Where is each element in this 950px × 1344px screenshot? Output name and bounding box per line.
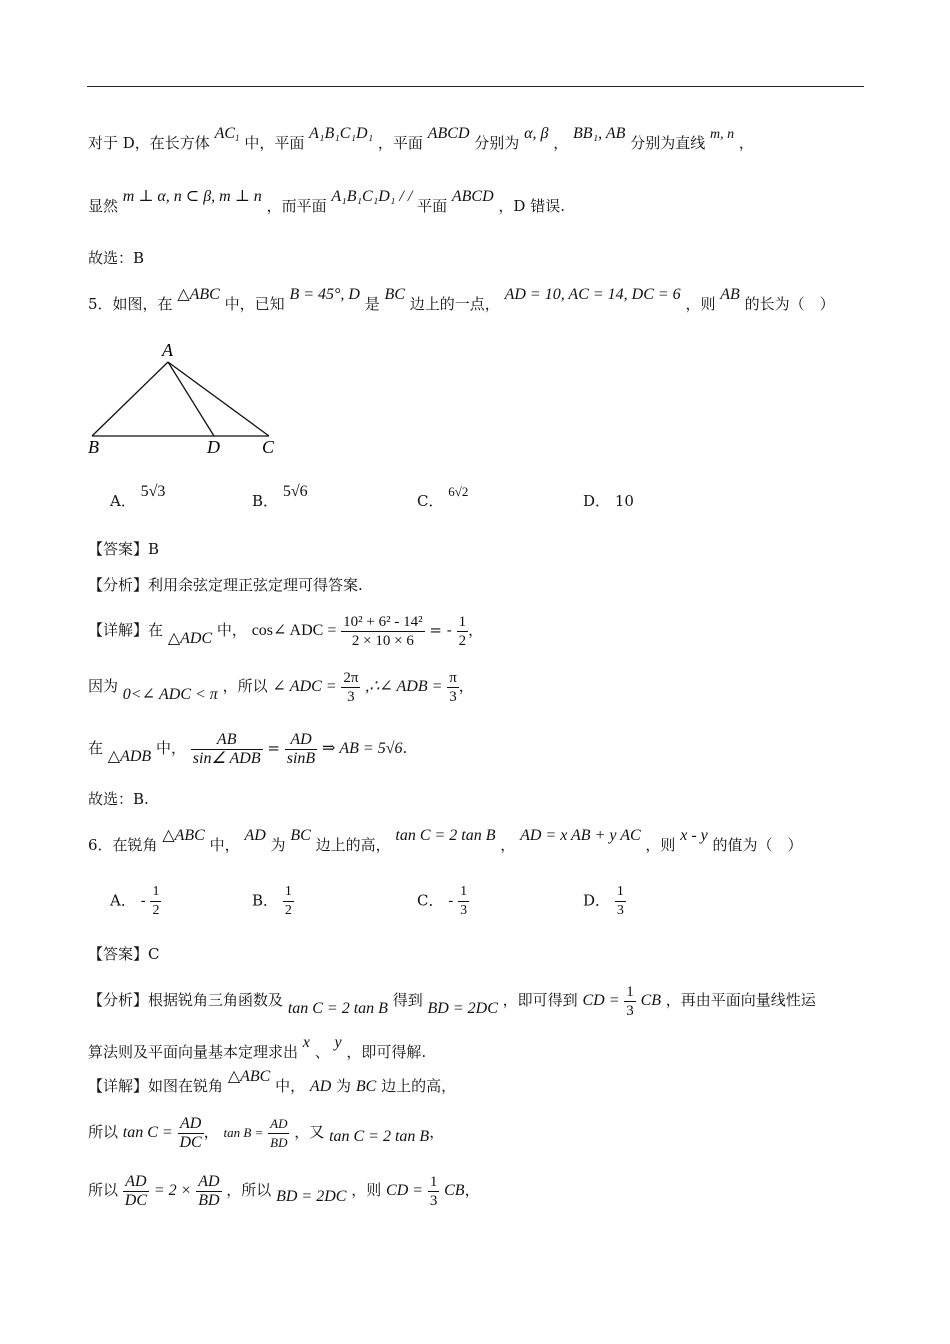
vertex-label-a: A bbox=[162, 340, 173, 360]
q5-detail-line-1: 【详解】在 △ADC 中， cos∠ ADC = $\frac{\text{10² + 6² - 14²}}{2 \times 10 \times 6}$ = - $\frac{1}{2}$ ， bbox=[88, 613, 484, 649]
q6-detail-line-3: 所以 $\frac{AD}{DC}$ = 2 × $\frac{AD}{BD}$ ，所以 BD = 2DC ，则 CD = $\frac{1}{3}$ CB， bbox=[88, 1172, 480, 1209]
side-ab bbox=[92, 362, 168, 436]
q5-detail-line-2: 因为 0<∠ ADC < π ，所以 ∠ ADC = $\frac{2\pi}{3}$ ,∴∠ ADB = $\frac{\pi}{3}$ ， bbox=[88, 669, 474, 705]
q6-option-a[interactable]: A． - $\frac{1}{2}$ bbox=[110, 884, 160, 918]
q6-detail-line-2: 所以 tan C = $\frac{AD}{DC}$ ， tan B = $\frac{AD}{BD}$ ，又 tan C = 2 tan B， bbox=[88, 1114, 445, 1151]
option-d-analysis-line-1: 对于 D，在长方体 $AC_1$ 中，平面 A₁B₁C₁D₁ ，平面 ABCD 分别为 α, β ， BB₁, AB 分别为直线 m, n ， bbox=[88, 125, 754, 152]
two-pi-over-three: $\frac{2\pi}{3}$ bbox=[343, 669, 359, 705]
segment-ad bbox=[168, 362, 214, 436]
q6-option-d[interactable]: D． $\frac{1}{3}$ bbox=[583, 884, 624, 918]
q6-option-b[interactable]: B． $\frac{1}{2}$ bbox=[252, 884, 292, 918]
header-rule bbox=[87, 86, 864, 87]
choose-b-first: 故选：B bbox=[88, 249, 145, 267]
vertex-label-b: B bbox=[88, 437, 99, 457]
q6-option-c[interactable]: C． - $\frac{1}{3}$ bbox=[417, 884, 468, 918]
side-ac bbox=[168, 362, 269, 436]
ad-over-sinb: $\frac{AD}{\sin B}$ bbox=[286, 730, 316, 767]
q5-choose: 故选：B. bbox=[88, 790, 149, 808]
q6-analysis-line-2: 算法则及平面向量基本定理求出 x 、 y ，即可得解. bbox=[88, 1034, 427, 1061]
q5-option-d[interactable]: D． 10 bbox=[583, 492, 634, 510]
q5-option-b[interactable]: B． 5√6 bbox=[252, 483, 308, 510]
q5-answer: 【答案】B bbox=[88, 540, 160, 558]
ab-over-sin-adb: $\frac{AB}{\text{sin∠ ADB}}$ bbox=[192, 730, 261, 767]
q6-analysis-line-1: 【分析】根据锐角三角函数及 tan C = 2 tan B 得到 BD = 2DC ，即可得到 CD = $\frac{1}{3}$ CB ，再由平面向量线性运 bbox=[88, 983, 816, 1019]
question-6-stem: 6．在锐角 △ABC 中， AD 为 BC 边上的高， tan C = 2 tan B ， AD = x AB + y AC ，则 x - y 的值为（ ） bbox=[88, 827, 803, 854]
q5-option-a[interactable]: A． 5√3 bbox=[110, 483, 166, 510]
question-5-stem: 5．如图，在 △ABC 中，已知 B = 45°, D 是 BC 边上的一点， AD = 10, AC = 14, DC = 6 ，则 AB 的长为（ ） bbox=[88, 286, 835, 313]
q6-detail-line-1: 【详解】如图在锐角 △ABC 中， AD 为 BC 边上的高， bbox=[88, 1068, 457, 1095]
q5-option-c[interactable]: C． 6√2 bbox=[417, 484, 469, 510]
q5-analysis: 【分析】利用余弦定理正弦定理可得答案. bbox=[88, 576, 363, 594]
cos-fraction: $\frac{\text{10² + 6² - 14²}}{2 \times 10 \times 6}$ bbox=[343, 613, 423, 649]
vertex-label-c: C bbox=[262, 437, 275, 457]
option-d-analysis-line-2: 显然 m ⊥ α, n ⊂ β, m ⊥ n ，而平面 A₁B₁C₁D₁ / / 平面 ABCD ，D 错误. bbox=[88, 188, 565, 215]
half-fraction: $\frac{1}{2}$ bbox=[458, 613, 467, 649]
q5-detail-line-3: 在 △ADB 中， $\frac{AB}{\text{sin∠ ADB}}$ = $\frac{AD}{\sin B}$ ⇒ AB = 5√6. bbox=[88, 730, 408, 767]
triangle-figure bbox=[80, 338, 290, 463]
pi-over-three: $\frac{\pi}{3}$ bbox=[449, 669, 457, 705]
vertex-label-d: D bbox=[207, 437, 220, 457]
q6-answer: 【答案】C bbox=[88, 945, 160, 963]
